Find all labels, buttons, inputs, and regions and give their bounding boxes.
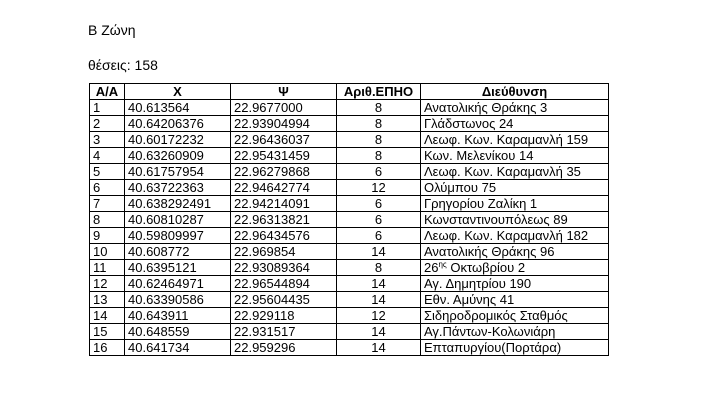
cell-aa: 3 xyxy=(90,132,125,148)
header-epho: Αριθ.ΕΠΗΟ xyxy=(337,84,421,100)
cell-x: 40.60810287 xyxy=(125,212,231,228)
cell-epho: 14 xyxy=(337,276,421,292)
address-ordinal-suffix: ης xyxy=(438,260,447,269)
cell-epho: 6 xyxy=(337,164,421,180)
cell-aa: 7 xyxy=(90,196,125,212)
cell-epho: 8 xyxy=(337,260,421,276)
table-row xyxy=(90,132,609,148)
cell-address: Αγ. Δημητρίου 190 xyxy=(421,276,609,292)
zone-title: Β Ζώνη xyxy=(88,22,136,38)
parking-locations-table xyxy=(89,83,609,356)
address-street: Οκτωβρίου 2 xyxy=(446,260,526,275)
cell-epho: 8 xyxy=(337,100,421,116)
cell-address: Λεωφ. Κων. Καραμανλή 159 xyxy=(421,132,609,148)
cell-x: 40.641734 xyxy=(125,340,231,356)
cell-y: 22.95431459 xyxy=(231,148,337,164)
cell-aa: 2 xyxy=(90,116,125,132)
cell-epho: 6 xyxy=(337,196,421,212)
cell-epho: 14 xyxy=(337,292,421,308)
cell-epho: 14 xyxy=(337,244,421,260)
cell-x: 40.64206376 xyxy=(125,116,231,132)
table-row xyxy=(90,228,609,244)
cell-y: 22.93089364 xyxy=(231,260,337,276)
cell-y: 22.969854 xyxy=(231,244,337,260)
cell-x: 40.6395121 xyxy=(125,260,231,276)
cell-aa: 15 xyxy=(90,324,125,340)
cell-aa: 10 xyxy=(90,244,125,260)
cell-y: 22.96434576 xyxy=(231,228,337,244)
cell-address: Γλάδστωνος 24 xyxy=(421,116,609,132)
cell-aa: 8 xyxy=(90,212,125,228)
cell-address: Αγ.Πάντων-Κολωνιάρη xyxy=(421,324,609,340)
table-row xyxy=(90,100,609,116)
cell-address: Γρηγορίου Ζαλίκη 1 xyxy=(421,196,609,212)
cell-address: Λεωφ. Κων. Καραμανλή 182 xyxy=(421,228,609,244)
header-x: Χ xyxy=(125,84,231,100)
cell-y: 22.931517 xyxy=(231,324,337,340)
cell-y: 22.96436037 xyxy=(231,132,337,148)
cell-epho: 12 xyxy=(337,180,421,196)
header-aa: Α/Α xyxy=(90,84,125,100)
table-row xyxy=(90,148,609,164)
header-y: Ψ xyxy=(231,84,337,100)
cell-y: 22.94214091 xyxy=(231,196,337,212)
cell-epho: 6 xyxy=(337,212,421,228)
table-row xyxy=(90,116,609,132)
cell-address: Κων. Μελενίκου 14 xyxy=(421,148,609,164)
address-number: 26 xyxy=(424,260,439,275)
cell-epho: 6 xyxy=(337,228,421,244)
cell-x: 40.63260909 xyxy=(125,148,231,164)
cell-y: 22.9677000 xyxy=(231,100,337,116)
cell-address: Ανατολικής Θράκης 96 xyxy=(421,244,609,260)
cell-aa: 12 xyxy=(90,276,125,292)
cell-y: 22.929118 xyxy=(231,308,337,324)
table-row xyxy=(90,292,609,308)
cell-address: Εθν. Αμύνης 41 xyxy=(421,292,609,308)
cell-x: 40.59809997 xyxy=(125,228,231,244)
cell-aa: 5 xyxy=(90,164,125,180)
table-header-row xyxy=(90,84,609,100)
cell-epho: 8 xyxy=(337,148,421,164)
cell-y: 22.93904994 xyxy=(231,116,337,132)
cell-epho: 8 xyxy=(337,132,421,148)
cell-address xyxy=(421,260,609,276)
cell-address: Λεωφ. Κων. Καραμανλή 35 xyxy=(421,164,609,180)
header-address: Διεύθυνση xyxy=(421,84,609,100)
cell-aa: 14 xyxy=(90,308,125,324)
cell-address: Ανατολικής Θράκης 3 xyxy=(421,100,609,116)
table-row xyxy=(90,196,609,212)
cell-y: 22.96313821 xyxy=(231,212,337,228)
cell-x: 40.61757954 xyxy=(125,164,231,180)
cell-address: Κωνσταντινουπόλεως 89 xyxy=(421,212,609,228)
cell-epho: 12 xyxy=(337,308,421,324)
cell-x: 40.63722363 xyxy=(125,180,231,196)
cell-y: 22.94642774 xyxy=(231,180,337,196)
cell-x: 40.62464971 xyxy=(125,276,231,292)
cell-y: 22.96279868 xyxy=(231,164,337,180)
cell-aa: 13 xyxy=(90,292,125,308)
cell-x: 40.648559 xyxy=(125,324,231,340)
table-row xyxy=(90,340,609,356)
cell-y: 22.96544894 xyxy=(231,276,337,292)
table-row xyxy=(90,164,609,180)
cell-x: 40.643911 xyxy=(125,308,231,324)
cell-y: 22.95604435 xyxy=(231,292,337,308)
table-row xyxy=(90,260,609,276)
cell-aa: 9 xyxy=(90,228,125,244)
cell-x: 40.638292491 xyxy=(125,196,231,212)
cell-x: 40.608772 xyxy=(125,244,231,260)
cell-x: 40.60172232 xyxy=(125,132,231,148)
table-row xyxy=(90,244,609,260)
cell-x: 40.613564 xyxy=(125,100,231,116)
cell-y: 22.959296 xyxy=(231,340,337,356)
table-row xyxy=(90,308,609,324)
table-row xyxy=(90,212,609,228)
table-row xyxy=(90,324,609,340)
cell-address: Ολύμπου 75 xyxy=(421,180,609,196)
cell-aa: 11 xyxy=(90,260,125,276)
seats-count: θέσεις: 158 xyxy=(88,57,158,73)
table-row xyxy=(90,180,609,196)
cell-aa: 16 xyxy=(90,340,125,356)
cell-address: Σιδηροδρομικός Σταθμός xyxy=(421,308,609,324)
cell-aa: 4 xyxy=(90,148,125,164)
cell-epho: 14 xyxy=(337,324,421,340)
table-row xyxy=(90,276,609,292)
cell-x: 40.63390586 xyxy=(125,292,231,308)
cell-address: Επταπυργίου(Πορτάρα) xyxy=(421,340,609,356)
cell-aa: 1 xyxy=(90,100,125,116)
cell-epho: 14 xyxy=(337,340,421,356)
cell-epho: 8 xyxy=(337,116,421,132)
cell-aa: 6 xyxy=(90,180,125,196)
